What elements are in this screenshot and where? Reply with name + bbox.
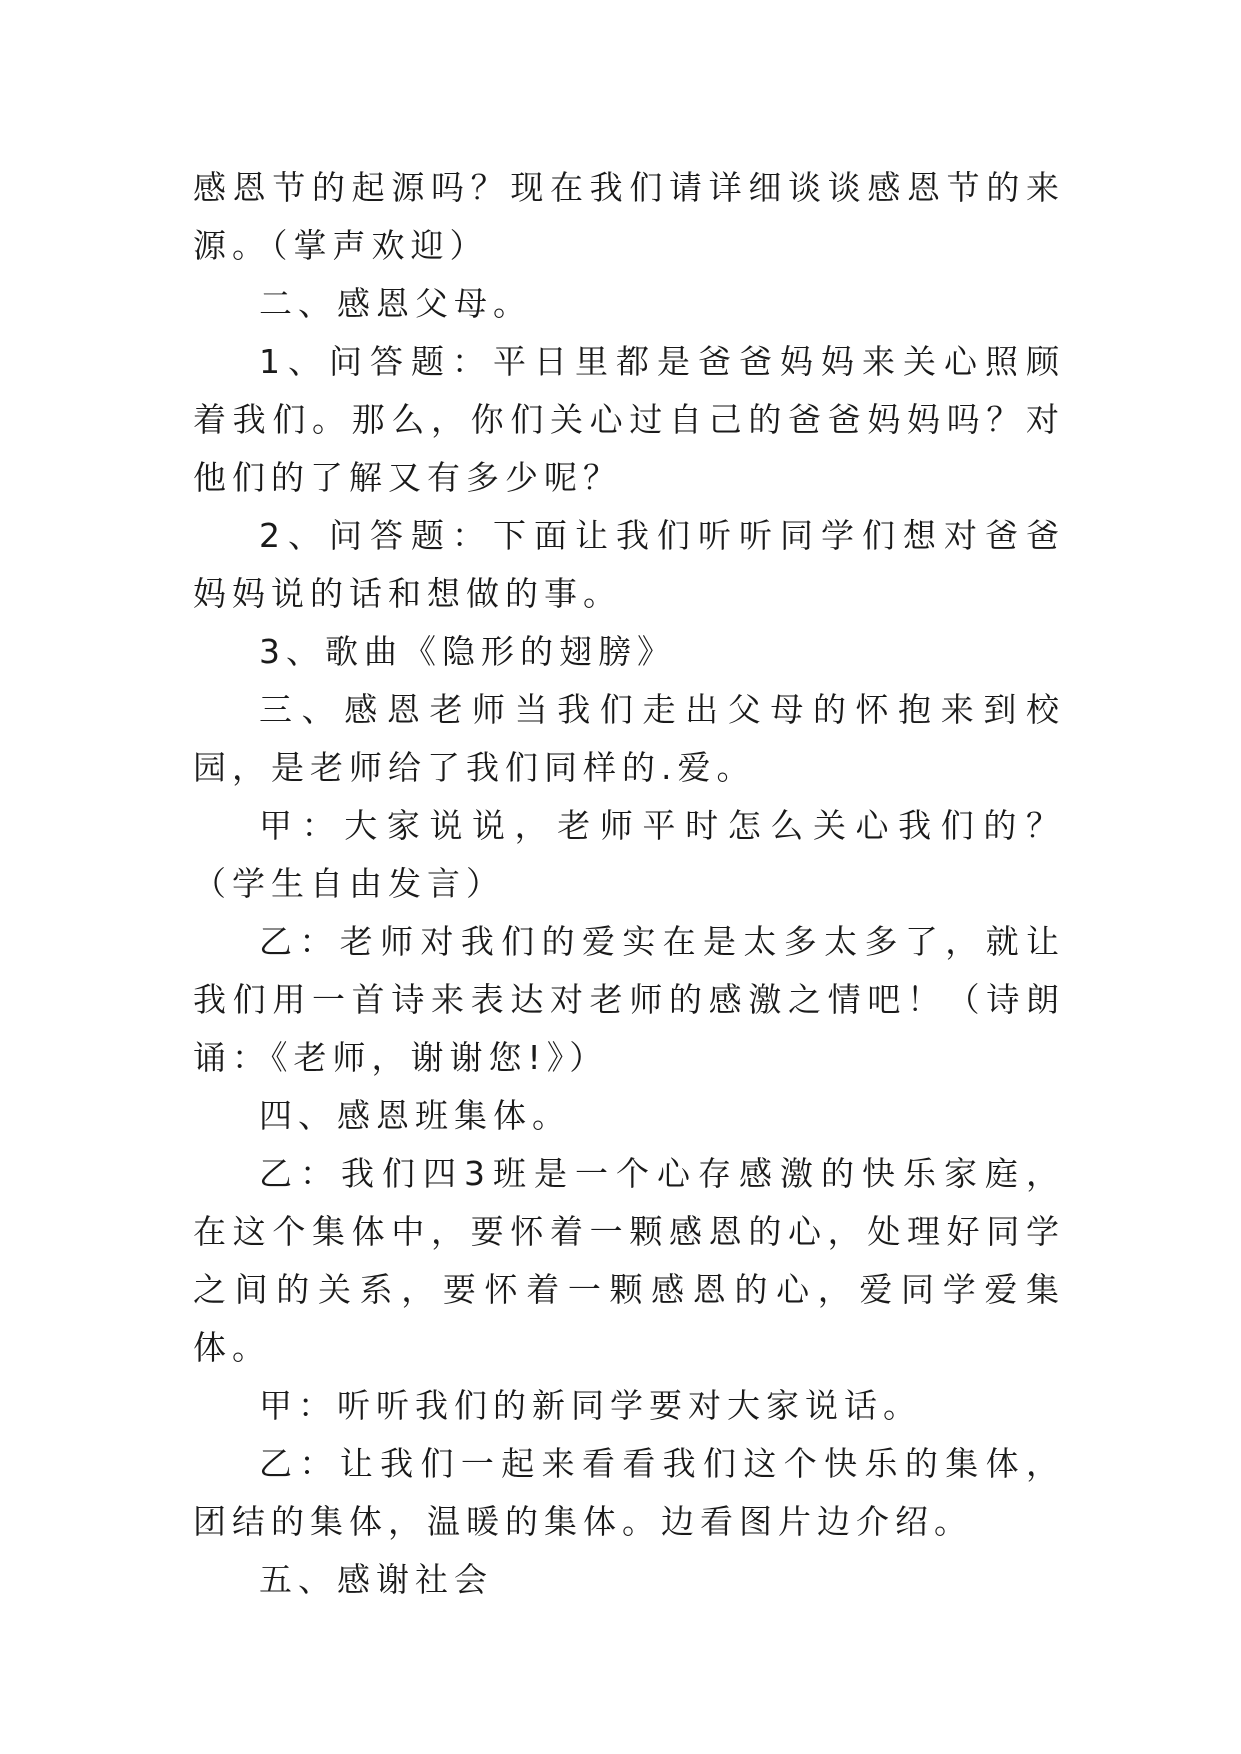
heading-thank-parents: 二、感恩父母。 — [259, 284, 532, 323]
paragraph-speaker-a-1: 甲：大家说说，老师平时怎么关心我们的？（学生自由发言） — [193, 806, 1065, 903]
paragraph-speaker-b-2: 乙：我们四3班是一个心存感激的快乐家庭，在这个集体中，要怀着一颗感恩的心，处理好同学之间的关系，要怀着一颗感恩的心，爱同学爱集体。 — [193, 1154, 1065, 1367]
heading-thank-society: 五、感谢社会 — [259, 1560, 493, 1599]
paragraph-question-1: 1、问答题：平日里都是爸爸妈妈来关心照顾着我们。那么，你们关心过自己的爸爸妈妈吗？对他们的了解又有多少呢？ — [193, 342, 1065, 497]
paragraph-intro-continuation: 感恩节的起源吗？现在我们请详细谈谈感恩节的来源。（掌声欢迎） — [193, 168, 1065, 265]
paragraph-speaker-b-1: 乙：老师对我们的爱实在是太多太多了，就让我们用一首诗来表达对老师的感激之情吧！（诗朗诵：《老师，谢谢您!》） — [193, 922, 1065, 1077]
document-body — [193, 159, 1065, 1609]
paragraph-speaker-b-3: 乙：让我们一起来看看我们这个快乐的集体，团结的集体，温暖的集体。边看图片边介绍。 — [193, 1444, 1065, 1541]
heading-thank-teachers: 三、感恩老师当我们走出父母的怀抱来到校园，是老师给了我们同样的.爱。 — [193, 690, 1065, 787]
paragraph-question-2: 2、问答题：下面让我们听听同学们想对爸爸妈妈说的话和想做的事。 — [193, 516, 1065, 613]
paragraph-song: 3、歌曲《隐形的翅膀》 — [259, 632, 676, 671]
heading-thank-class: 四、感恩班集体。 — [259, 1096, 571, 1135]
paragraph-speaker-a-2: 甲：听听我们的新同学要对大家说话。 — [259, 1386, 922, 1425]
